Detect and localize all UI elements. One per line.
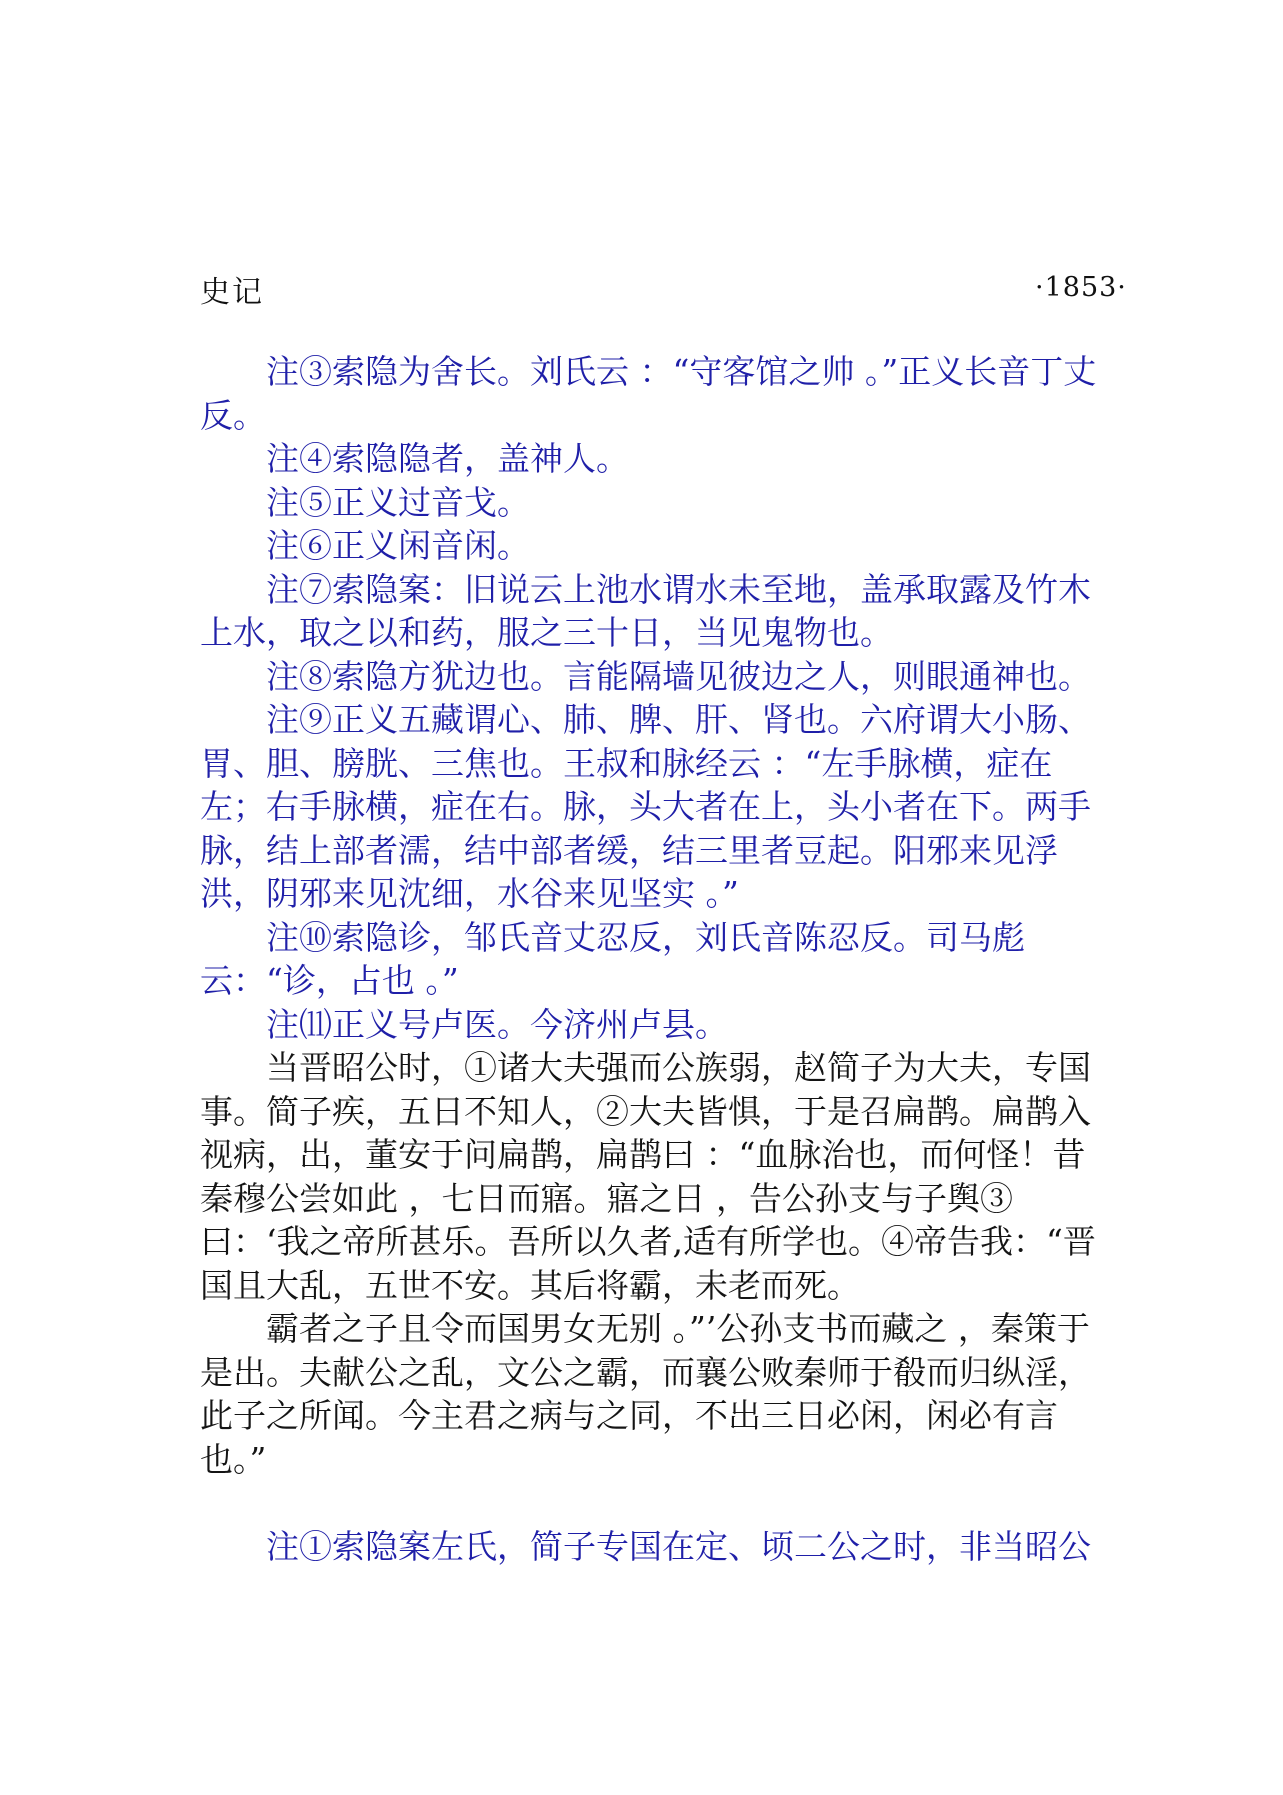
- main-p2-line-1: 霸者之子且令而国男女无别 。”’公孙支书而藏之 ，秦策: [266, 1309, 1057, 1348]
- main-paragraph-2: [200, 1307, 1100, 1481]
- main-p2-line-2: 于是出。夫献公之乱，文公之霸，而襄公败秦师于殽而归纵淫，: [200, 1309, 1091, 1392]
- note-5-line-1: 注⑤正义过音戈。: [266, 482, 530, 522]
- note-9-line-5: 邪来见沈细，水谷来见坚实 。”: [299, 874, 739, 913]
- page-number: ·1853·: [1035, 272, 1127, 303]
- note-9-line-1: 注⑨正义五藏谓心、肺、脾、肝、肾也。六府谓大小肠、: [266, 700, 1091, 739]
- note-4: [200, 437, 1100, 481]
- note-10-line-2: “诊，占也 。”: [266, 961, 459, 1000]
- main-p2-line-3: 此子之所闻。今主君之病与之同，不出三日必闲，闲必有言也。”: [200, 1396, 1058, 1479]
- note-11: [200, 1003, 1100, 1047]
- main-p1-line-2: 事。简子疾，五日不知人，②大夫皆惧，于是召扁鹊。扁鹊入: [200, 1091, 1091, 1131]
- note-10-line-1: 注⑩索隐诊，邹氏音丈忍反，刘氏音陈忍反。司马彪云：: [200, 917, 1025, 1000]
- note-3-line-1: 注③索隐为舍长。刘氏云 ：“守客馆之帅 。”正义长音丁: [266, 352, 1064, 391]
- note-6-line-1: 注⑥正义闲音闲。: [266, 526, 530, 565]
- note-3-line-2: 丈反。: [200, 352, 1097, 435]
- note-1-bottom-line-1: 注①索隐案左氏，简子专国在定、顷二公之时，非当昭公: [266, 1527, 1091, 1566]
- note-1-bottom: [200, 1525, 1100, 1569]
- main-p1-line-4: 秦穆公尝如此 ，七日而寤。寤之日 ，告公孙支与子舆③曰：: [200, 1178, 1013, 1261]
- note-9: [200, 698, 1100, 916]
- note-5: [200, 481, 1100, 525]
- note-8-line-1: 注⑧索隐方犹边也。言能隔墙见彼边之人，则眼通神也。: [266, 656, 1091, 696]
- book-title: 史记: [200, 275, 264, 310]
- main-p1-line-6: 且大乱，五世不安。其后将霸，未老而死。: [233, 1265, 860, 1305]
- note-7-line-1: 注⑦索隐案：旧说云上池水谓水未至地，盖承取露及竹木: [266, 569, 1091, 609]
- main-p1-line-3: 视病，出，董安于问扁鹊，扁鹊曰 ：“血脉治也，而何怪！昔: [200, 1135, 1086, 1174]
- note-7: [200, 568, 1100, 655]
- note-10: [200, 916, 1100, 1003]
- note-9-line-3: 右手脉横，症在右。脉，头大者在上，头小者在下。两手脉，: [200, 787, 1091, 870]
- note-3: [200, 350, 1100, 437]
- note-9-line-4: 结上部者濡，结中部者缓，结三里者豆起。阳邪来见浮洪，阴: [200, 830, 1058, 913]
- note-6: [200, 524, 1100, 568]
- section-gap: [200, 1481, 1100, 1525]
- page-body: [200, 350, 1100, 1569]
- note-4-line-1: 注④索隐隐者，盖神人。: [266, 439, 629, 478]
- note-11-line-1: 注⑾正义号卢医。今济州卢县。: [266, 1004, 728, 1044]
- main-paragraph-1: [200, 1046, 1100, 1307]
- note-9-line-2: 胃、胆、膀胱、三焦也。王叔和脉经云 ：“左手脉横，症在左；: [200, 743, 1053, 826]
- note-8: [200, 655, 1100, 699]
- main-p1-line-5: ‘我之帝所甚乐。吾所以久者,适有所学也。④帝告我：“晋国: [200, 1222, 1096, 1305]
- main-p1-line-1: 当晋昭公时，①诸大夫强而公族弱，赵简子为大夫，专国: [266, 1048, 1091, 1087]
- note-7-line-2: 上水，取之以和药，服之三十日，当见鬼物也。: [200, 613, 893, 652]
